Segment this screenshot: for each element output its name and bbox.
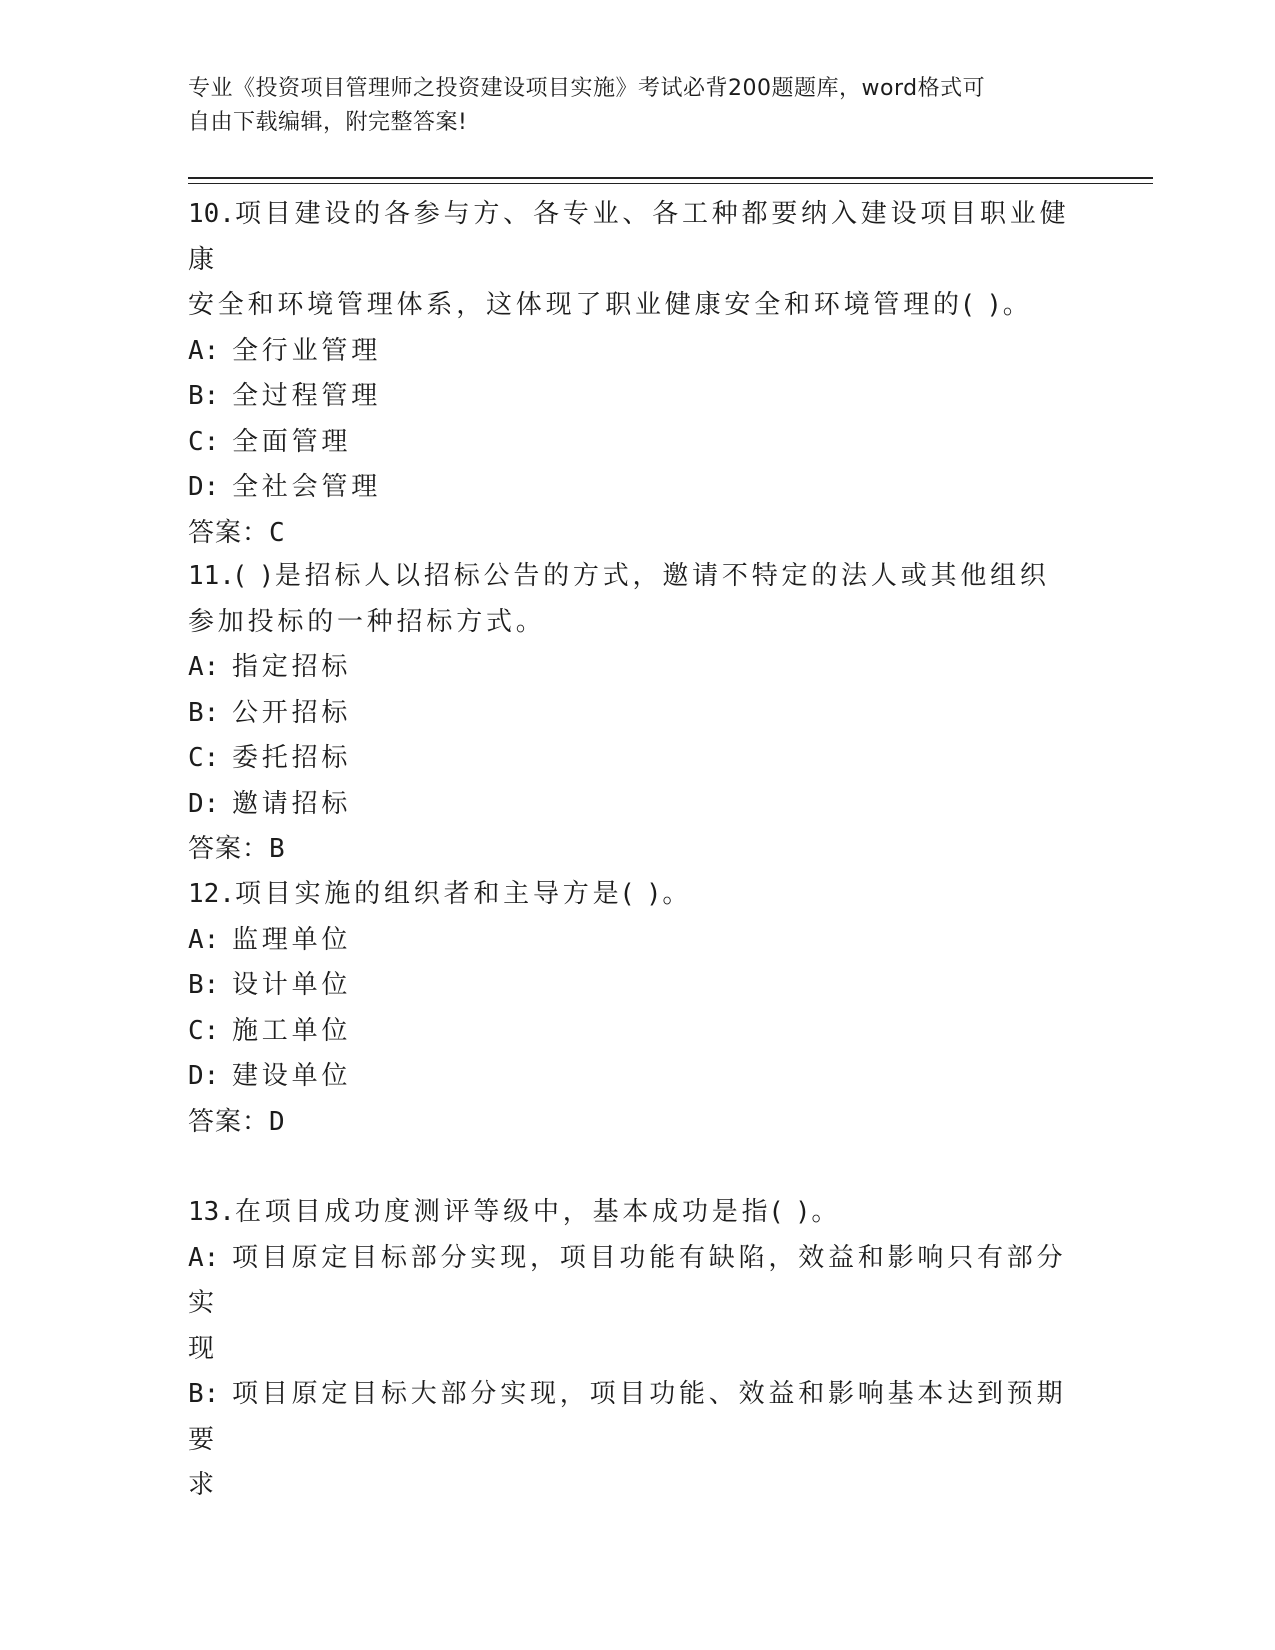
option-key: B: [188, 381, 220, 411]
question-stem-line-1: ( )是招标人以招标公告的方式，邀请不特定的法人或其他组织 [234, 561, 1050, 591]
answer-value: B [269, 834, 286, 864]
option-a-continuation: 现 [188, 1333, 218, 1364]
option-key: A: [188, 924, 220, 955]
option-key: A: [188, 652, 220, 682]
option-text: 全行业管理 [232, 335, 382, 366]
option-c [188, 420, 1088, 466]
option-d [188, 782, 1088, 828]
answer-value: D [269, 1106, 286, 1137]
question-number: 11. [188, 561, 235, 591]
question-13 [188, 1190, 1088, 1509]
answer-line [188, 511, 1088, 557]
option-c [188, 1009, 1088, 1055]
option-d [188, 465, 1088, 511]
option-text: 委托招标 [232, 743, 352, 773]
option-key: A: [188, 1242, 220, 1273]
header-line-2: 自由下载编辑，附完整答案! [188, 110, 468, 135]
option-a [188, 918, 1088, 964]
option-text: 监理单位 [232, 924, 352, 955]
option-key: B: [188, 970, 220, 1000]
question-number: 10. [188, 199, 235, 229]
question-12 [188, 872, 1088, 1145]
question-number: 12. [188, 879, 235, 909]
answer-label: 答案： [188, 1106, 270, 1137]
option-text: 设计单位 [232, 970, 352, 1000]
option-key: C: [188, 743, 220, 773]
option-key: D: [188, 472, 220, 502]
option-a [188, 1236, 1088, 1327]
question-stem-line-2: 参加投标的一种招标方式。 [188, 606, 546, 637]
option-b [188, 691, 1088, 737]
option-key: C: [188, 1015, 220, 1046]
option-b [188, 963, 1088, 1009]
option-d [188, 1054, 1088, 1100]
option-text: 项目原定目标大部分实现，项目功能、效益和影响基本达到预期要 [188, 1379, 1067, 1455]
option-text: 建设单位 [232, 1061, 352, 1091]
question-stem-line-1: 项目实施的组织者和主导方是( )。 [234, 879, 693, 909]
header-divider-thick [188, 177, 1153, 179]
question-stem [188, 554, 1088, 600]
answer-value: C [269, 517, 286, 548]
answer-label: 答案： [188, 517, 270, 548]
question-stem [188, 872, 1088, 918]
option-key: C: [188, 426, 220, 457]
option-a [188, 645, 1088, 691]
option-text: 全过程管理 [232, 381, 382, 411]
option-b [188, 1372, 1088, 1463]
question-stem-line-1: 项目建设的各参与方、各专业、各工种都要纳入建设项目职业健康 [188, 199, 1070, 275]
option-text: 公开招标 [232, 697, 352, 728]
option-b-continuation: 求 [188, 1470, 218, 1500]
question-stem [188, 1190, 1088, 1236]
option-text: 项目原定目标部分实现，项目功能有缺陷，效益和影响只有部分实 [188, 1242, 1067, 1318]
option-c [188, 736, 1088, 782]
question-11 [188, 554, 1088, 873]
option-text: 施工单位 [232, 1015, 352, 1046]
option-key: D: [188, 788, 220, 819]
question-number: 13. [188, 1197, 235, 1227]
option-key: A: [188, 335, 220, 366]
question-stem-line-2: 安全和环境管理体系，这体现了职业健康安全和环境管理的( )。 [188, 290, 1033, 320]
question-stem [188, 192, 1088, 283]
option-a [188, 329, 1088, 375]
answer-label: 答案： [188, 834, 270, 864]
option-key: B: [188, 697, 220, 728]
answer-line [188, 1100, 1088, 1146]
option-key: B: [188, 1379, 220, 1409]
option-text: 全社会管理 [232, 472, 382, 502]
question-10 [188, 192, 1088, 556]
document-header [188, 72, 1068, 140]
answer-line [188, 827, 1088, 873]
header-line-1: 专业《投资项目管理师之投资建设项目实施》考试必背200题题库，word格式可 [188, 76, 986, 101]
option-b [188, 374, 1088, 420]
option-text: 邀请招标 [232, 788, 352, 819]
option-key: D: [188, 1061, 220, 1091]
question-stem-line-1: 在项目成功度测评等级中，基本成功是指( )。 [234, 1197, 842, 1227]
option-text: 指定招标 [232, 652, 352, 682]
header-divider-thin [188, 183, 1153, 184]
option-text: 全面管理 [232, 426, 352, 457]
